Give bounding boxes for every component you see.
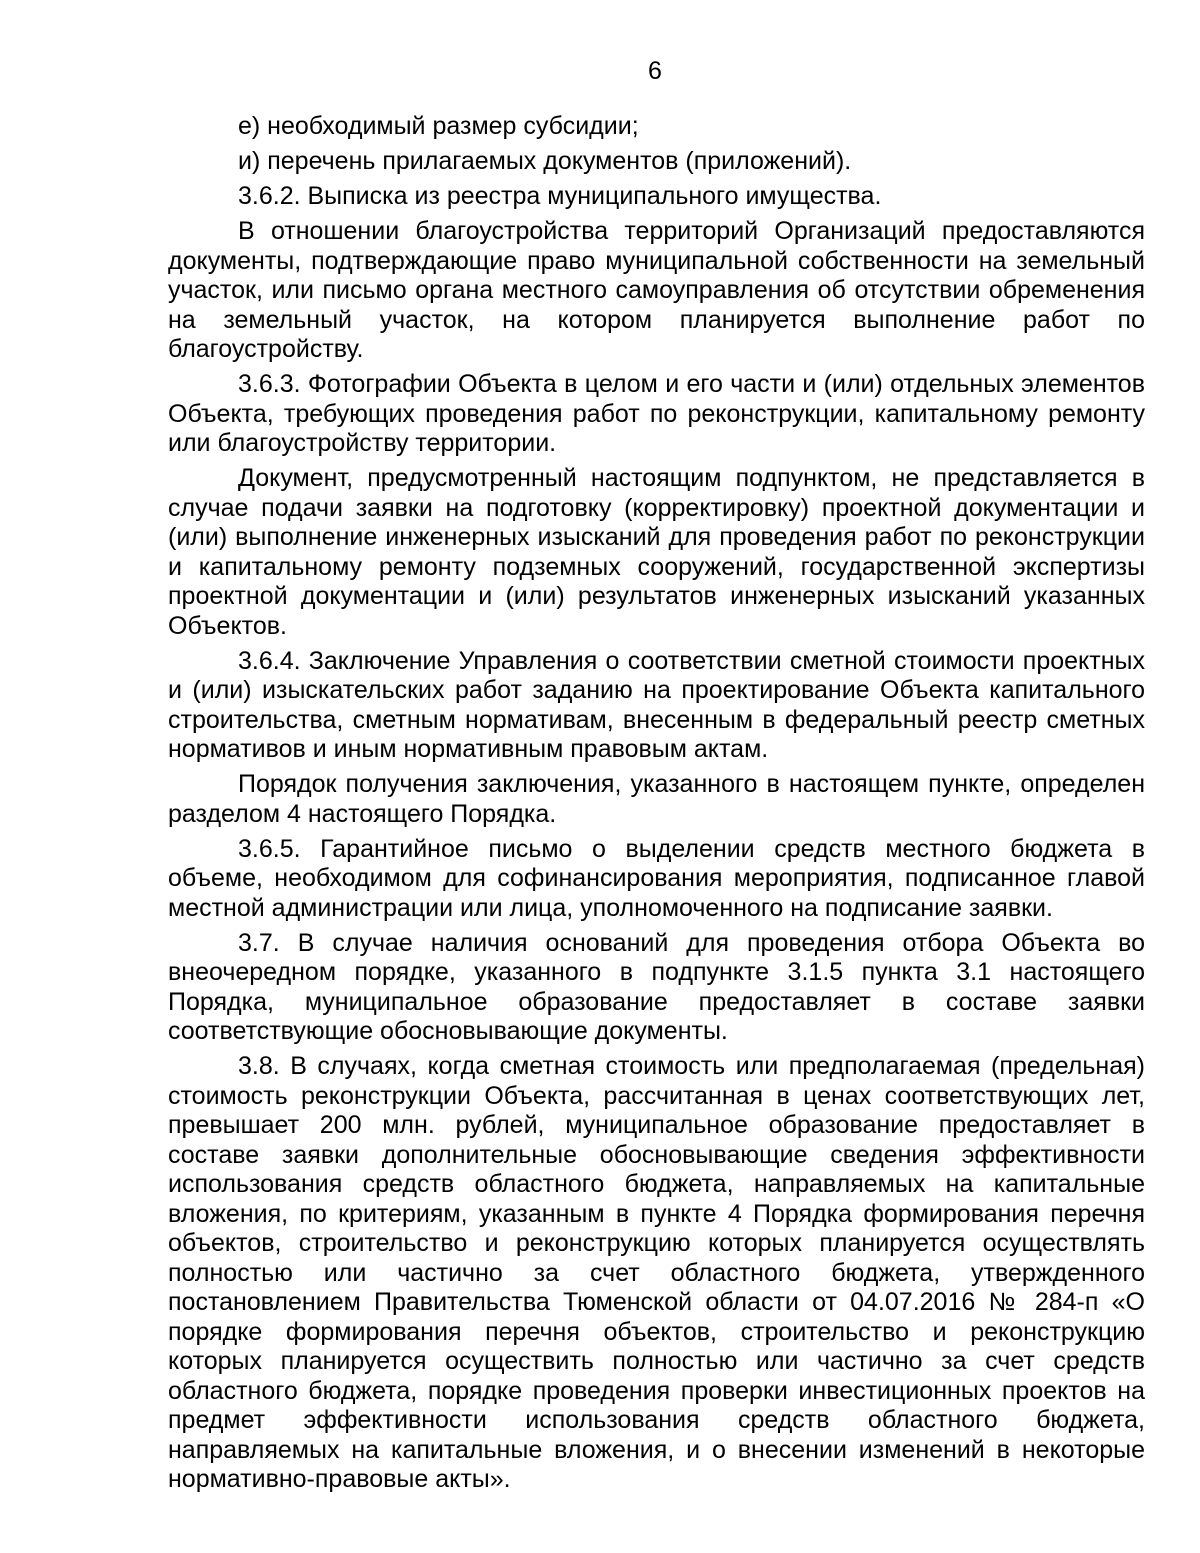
paragraph-3-6-3: 3.6.3. Фотографии Объекта в целом и его части и (или) отдельных элементов Объекта, требующих проведения работ по реконструкции, капитальному ремонту или благоустройству территории. — [168, 370, 1145, 457]
paragraph-3-7: 3.7. В случае наличия оснований для проведения отбора Объекта во внеочередном порядке, указанного в подпункте 3.1.5 пункта 3.1 настоящего Порядка, муниципальное образование предоставляет в составе заявки соответствующие обосновывающие документы. — [168, 928, 1145, 1045]
document-body — [168, 112, 1145, 1500]
paragraph-attached-documents: и) перечень прилагаемых документов (приложений). — [238, 147, 852, 175]
paragraph-land-plot-documents: В отношении благоустройства территорий Организаций предоставляются документы, подтверждающие право муниципальной собственности на земельный участок, или письмо органа местного самоуправления об отсутствии обременения на земельный участок, на котором планируется выполнение работ по благоустройству. — [168, 217, 1145, 363]
paragraph-3-8: 3.8. В случаях, когда сметная стоимость или предполагаемая (предельная) стоимость реконструкции Объекта, рассчитанная в ценах соответствующих лет, превышает 200 млн. рублей, муниципальное образование предоставляет в составе заявки дополнительные обосновывающие сведения эффективности использования средств областного бюджета, направляемых на капитальные вложения, по критериям, указанным в пункте 4 Порядка формирования перечня объектов, строительство и реконструкцию которых планируется осуществлять полностью или частично за счет областного бюджета, утвержденного постановлением Правительства Тюменской области от 04.07.2016 № 284-п «О порядке формирования перечня объектов, строительство и реконструкцию которых планируется осуществить полностью или частично за счет средств областного бюджета, порядке проведения проверки инвестиционных проектов на предмет эффективности использования средств областного бюджета, направляемых на капитальные вложения, и о внесении изменений в некоторые нормативно-правовые акты». — [168, 1052, 1145, 1493]
paragraph-conclusion-procedure: Порядок получения заключения, указанного в настоящем пункте, определен разделом 4 настоящего Порядка. — [168, 770, 1145, 828]
paragraph-3-6-2: 3.6.2. Выписка из реестра муниципального имущества. — [238, 182, 882, 210]
paragraph-document-exception: Документ, предусмотренный настоящим подпунктом, не представляется в случае подачи заявки на подготовку (корректировку) проектной документации и (или) выполнение инженерных изысканий для проведения работ по реконструкции и капитальному ремонту подземных сооружений, государственной экспертизы проектной документации и (или) результатов инженерных изысканий указанных Объектов. — [168, 464, 1145, 640]
paragraph-3-6-5: 3.6.5. Гарантийное письмо о выделении средств местного бюджета в объеме, необходимом для софинансирования мероприятия, подписанное главой местной администрации или лица, уполномоченного на подписание заявки. — [168, 834, 1145, 922]
paragraph-subsidy-size: е) необходимый размер субсидии; — [238, 112, 639, 140]
paragraph-3-6-4: 3.6.4. Заключение Управления о соответствии сметной стоимости проектных и (или) изыскательских работ заданию на проектирование Объекта капитального строительства, сметным нормативам, внесенным в федеральный реестр сметных нормативов и иным нормативным правовым актам. — [168, 646, 1145, 763]
page-number: 6 — [648, 57, 662, 85]
